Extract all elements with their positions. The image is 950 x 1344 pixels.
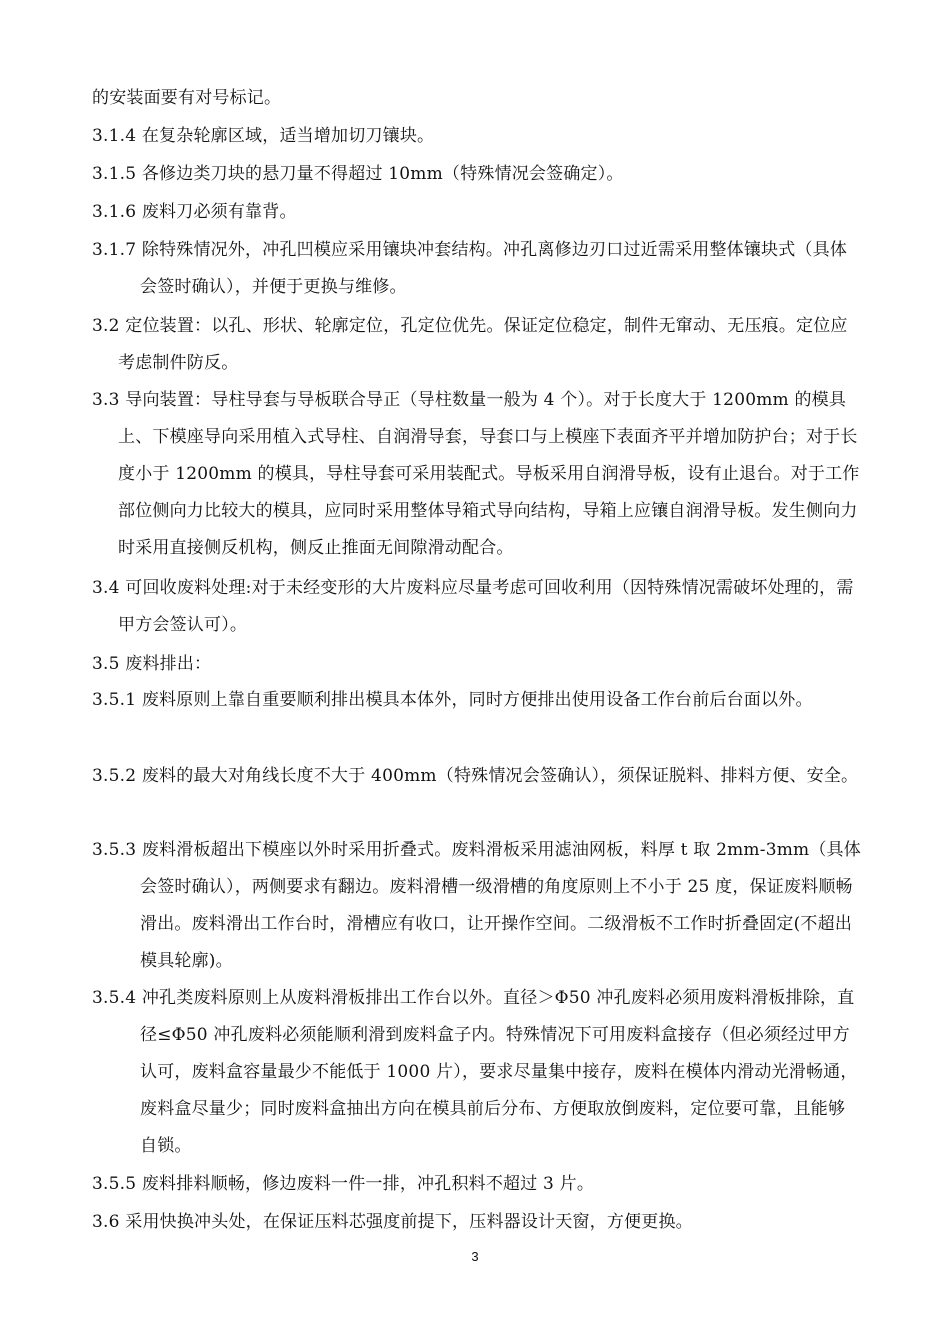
paragraph-3-5-2: 3.5.2 废料的最大对角线长度不大于 400mm（特殊情况会签确认），须保证脱料、排料方便、安全。 <box>92 766 859 786</box>
paragraph-3-3: 3.3 导向装置：导柱导套与导板联合导正（导柱数量一般为 4 个）。对于长度大于 1200mm 的模具上、下模座导向采用植入式导柱、自润滑导套，导套口与上模座下表面齐平并增加防护台；对于长度小于 1200mm 的模具，导柱导套可采用装配式。导板采用自润滑导板，设有止退台。对于工作部位侧向力比较大的模具，应同时采用整体导箱式导向结构，导箱上应镶自润滑导板。发生侧向力时采用直接侧反机构，侧反止推面无间隙滑动配合。 <box>92 390 860 558</box>
paragraph-3-4: 3.4 可回收废料处理:对于未经变形的大片废料应尽量考虑可回收利用（因特殊情况需破坏处理的，需甲方会签认可）。 <box>92 578 854 635</box>
paragraph-3-6: 3.6 采用快换冲头处，在保证压料芯强度前提下，压料器设计天窗，方便更换。 <box>92 1212 693 1232</box>
page-number: 3 <box>471 1249 479 1264</box>
paragraph-3-5-1: 3.5.1 废料原则上靠自重要顺利排出模具本体外，同时方便排出使用设备工作台前后台面以外。 <box>92 690 813 710</box>
paragraph-3-5: 3.5 废料排出： <box>92 654 212 674</box>
paragraph-3-1-6: 3.1.6 废料刀必须有靠背。 <box>92 202 297 222</box>
paragraph-continuation: 的安装面要有对号标记。 <box>92 88 282 108</box>
paragraph-3-1-7: 3.1.7 除特殊情况外，冲孔凹模应采用镶块冲套结构。冲孔离修边刃口过近需采用整体镶块式（具体会签时确认），并便于更换与维修。 <box>92 240 848 297</box>
paragraph-3-5-4: 3.5.4 冲孔类废料原则上从废料滑板排出工作台以外。直径＞Φ50 冲孔废料必须用废料滑板排除，直径≤Φ50 冲孔废料必须能顺利滑到废料盒子内。特殊情况下可用废料盒接存（但必须经过甲方认可，废料盒容量最少不能低于 1000 片），要求尽量集中接存，废料在模体内滑动光滑畅通，废料盒尽量少；同时废料盒抽出方向在模具前后分布、方便取放倒废料，定位要可靠，且能够自锁。 <box>92 988 858 1156</box>
paragraph-3-1-4: 3.1.4 在复杂轮廓区域，适当增加切刀镶块。 <box>92 126 435 146</box>
paragraph-3-5-5: 3.5.5 废料排料顺畅，修边废料一件一排，冲孔积料不超过 3 片。 <box>92 1174 595 1194</box>
paragraph-3-2: 3.2 定位装置：以孔、形状、轮廓定位，孔定位优先。保证定位稳定，制件无窜动、无压痕。定位应考虑制件防反。 <box>92 316 848 373</box>
paragraph-3-1-5: 3.1.5 各修边类刀块的悬刀量不得超过 10mm（特殊情况会签确定）。 <box>92 164 624 184</box>
paragraph-3-5-3: 3.5.3 废料滑板超出下模座以外时采用折叠式。废料滑板采用滤油网板，料厚 t 取 2mm-3mm（具体会签时确认），两侧要求有翻边。废料滑槽一级滑槽的角度原则上不小于 25 度，保证废料顺畅滑出。废料滑出工作台时，滑槽应有收口，让开操作空间。二级滑板不工作时折叠固定(不超出模具轮廓)。 <box>92 840 861 971</box>
